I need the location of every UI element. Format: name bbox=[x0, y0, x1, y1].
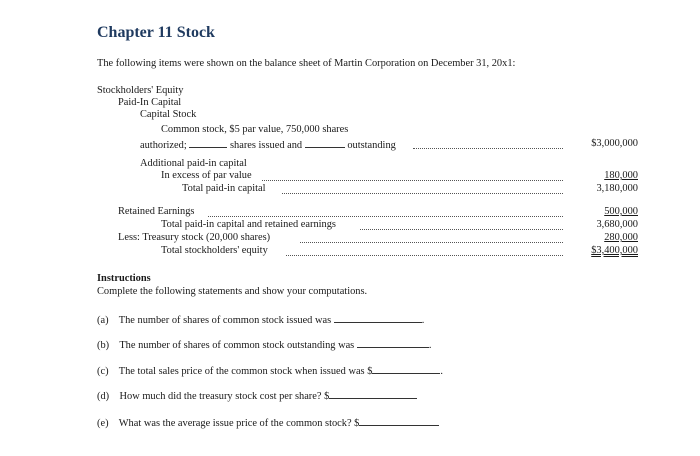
equity-heading: Stockholders' Equity bbox=[97, 85, 184, 96]
total-equity-amount: $3,400,000 bbox=[591, 245, 638, 256]
question-suffix: . bbox=[440, 366, 444, 377]
leader-dots bbox=[282, 193, 563, 194]
question-c bbox=[97, 364, 443, 378]
question-suffix: . bbox=[428, 340, 432, 351]
outstanding-label: outstanding bbox=[347, 140, 396, 151]
total-equity-label: Total stockholders' equity bbox=[161, 245, 268, 256]
issued-blank[interactable] bbox=[189, 138, 227, 148]
retained-earnings-amount: 500,000 bbox=[604, 206, 638, 217]
outstanding-blank[interactable] bbox=[305, 138, 345, 148]
paid-in-heading: Paid-In Capital bbox=[118, 97, 182, 108]
instructions-text: Complete the following statements and show your computations. bbox=[97, 286, 368, 297]
shares-issued-label: shares issued and bbox=[229, 140, 303, 151]
capital-stock-heading: Capital Stock bbox=[140, 109, 197, 120]
answer-blank-d[interactable] bbox=[329, 389, 417, 399]
treasury-stock-amount: 280,000 bbox=[604, 232, 638, 243]
total-paid-in-label: Total paid-in capital bbox=[182, 183, 266, 194]
additional-paid-in-label: Additional paid-in capital bbox=[140, 158, 247, 169]
answer-blank-a[interactable] bbox=[334, 313, 422, 323]
answer-blank-b[interactable] bbox=[357, 338, 429, 348]
question-letter: (c) bbox=[97, 366, 109, 377]
common-stock-amount: $3,000,000 bbox=[591, 138, 638, 149]
question-letter: (a) bbox=[97, 315, 109, 326]
leader-dots bbox=[208, 216, 563, 217]
question-text: The number of shares of common stock issued was bbox=[118, 315, 332, 326]
treasury-stock-label: Less: Treasury stock (20,000 shares) bbox=[118, 232, 271, 243]
leader-dots bbox=[300, 242, 563, 243]
question-e bbox=[97, 416, 439, 430]
instructions-heading: Instructions bbox=[97, 273, 151, 284]
question-a bbox=[97, 313, 424, 327]
answer-blank-c[interactable] bbox=[372, 364, 440, 374]
excess-par-label: In excess of par value bbox=[161, 170, 252, 181]
authorized-line bbox=[140, 138, 396, 152]
intro-text: The following items were shown on the balance sheet of Martin Corporation on December 31, 20x1: bbox=[97, 58, 516, 69]
question-text: How much did the treasury stock cost per share? $ bbox=[119, 391, 330, 402]
retained-earnings-label: Retained Earnings bbox=[118, 206, 195, 217]
common-stock-label: Common stock, $5 par value, 750,000 shares bbox=[161, 124, 349, 135]
question-d bbox=[97, 389, 417, 403]
answer-blank-e[interactable] bbox=[359, 416, 439, 426]
total-paid-in-amount: 3,180,000 bbox=[596, 183, 638, 194]
question-letter: (b) bbox=[97, 340, 110, 351]
total-pic-re-label: Total paid-in capital and retained earnings bbox=[161, 219, 336, 230]
question-text: The total sales price of the common stock when issued was $ bbox=[118, 366, 373, 377]
leader-dots bbox=[413, 148, 563, 149]
question-suffix: . bbox=[421, 315, 425, 326]
question-letter: (d) bbox=[97, 391, 110, 402]
question-letter: (e) bbox=[97, 418, 109, 429]
excess-par-amount: 180,000 bbox=[604, 170, 638, 181]
chapter-title: Chapter 11 Stock bbox=[97, 24, 215, 41]
question-text: The number of shares of common stock outstanding was bbox=[119, 340, 355, 351]
question-b bbox=[97, 338, 431, 352]
leader-dots bbox=[360, 229, 563, 230]
authorized-label: authorized; bbox=[140, 140, 187, 151]
question-text: What was the average issue price of the common stock? $ bbox=[118, 418, 360, 429]
leader-dots bbox=[262, 180, 563, 181]
total-pic-re-amount: 3,680,000 bbox=[596, 219, 638, 230]
leader-dots bbox=[286, 255, 563, 256]
